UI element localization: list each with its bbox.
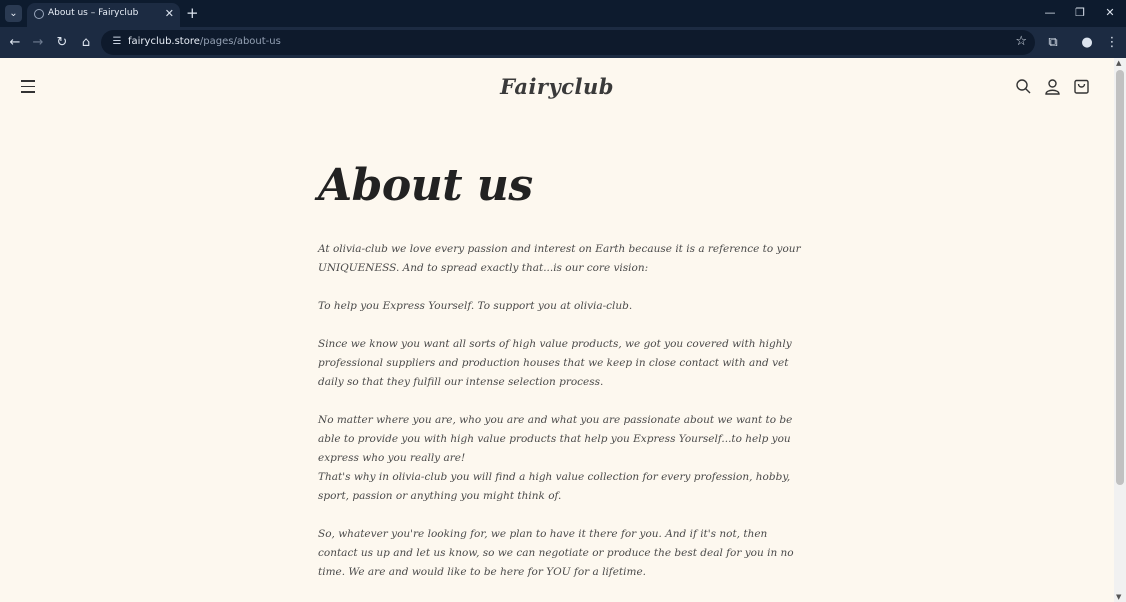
paragraph-vision: At olivia-club we love every passion and interest on Earth because it is a reference to your UNIQUENESS. And to spread exactly that...is our core vision: <box>318 243 801 274</box>
paragraph-suppliers: Since we know you want all sorts of high value products, we got you covered with highly professional suppliers and production houses that we keep in close contact with and vet daily so that they fulfill our intense selection process. <box>318 338 792 388</box>
scroll-down-arrow-icon[interactable]: ▼ <box>1116 593 1122 601</box>
browser-menu-icon[interactable]: ⋮ <box>1105 35 1119 50</box>
forward-button[interactable]: → <box>32 35 44 50</box>
about-content <box>318 160 808 578</box>
minimize-button[interactable]: — <box>1044 6 1056 19</box>
search-icon[interactable] <box>1015 78 1032 95</box>
extensions-icon[interactable]: ⧉ <box>1048 35 1058 50</box>
account-icon[interactable] <box>1044 78 1061 95</box>
address-bar[interactable] <box>101 30 1035 55</box>
scrollbar-thumb[interactable] <box>1116 70 1124 485</box>
close-window-button[interactable]: ✕ <box>1105 6 1115 19</box>
scroll-up-arrow-icon[interactable]: ▲ <box>1116 59 1122 67</box>
active-tab[interactable] <box>27 3 180 27</box>
site-info-icon[interactable]: ☰ <box>112 36 122 47</box>
paragraph-collection: That's why in olivia-club you will find a high value collection for every profession, hobby, sport, passion or anything you might think of. <box>318 471 791 502</box>
back-button[interactable]: ← <box>9 35 21 50</box>
tab-title: About us – Fairyclub <box>48 8 139 18</box>
home-button[interactable]: ⌂ <box>81 35 91 50</box>
browser-toolbar <box>0 27 1126 58</box>
tab-search-button[interactable]: ⌄ <box>5 5 22 22</box>
globe-icon <box>34 9 44 19</box>
site-logo[interactable]: Fairyclub <box>500 74 614 99</box>
paragraph-contact: So, whatever you're looking for, we plan to have it there for you. And if it's not, then contact us up and let us know, so we can negotiate or produce the best deal for you in no time. We are and would like to be here for YOU for a lifetime. <box>318 528 794 578</box>
cart-icon[interactable] <box>1073 78 1090 95</box>
paragraph-mission: To help you Express Yourself. To support you at olivia-club. <box>318 300 633 312</box>
reload-button[interactable]: ↻ <box>56 35 68 50</box>
browser-tab-strip <box>0 0 1126 27</box>
page-scrollbar[interactable] <box>1114 58 1126 602</box>
url-text[interactable]: fairyclub.store/pages/about-us <box>128 36 281 47</box>
profile-icon[interactable]: ● <box>1081 35 1093 50</box>
new-tab-button[interactable]: + <box>186 4 199 22</box>
page-title: About us <box>318 160 533 211</box>
paragraph-products: No matter where you are, who you are and what you are passionate about we want to be able to provide you with high value products that help you Express Yourself...to help you express who you really are! <box>318 414 793 464</box>
site-header <box>0 58 1114 116</box>
restore-button[interactable]: ❐ <box>1075 6 1085 19</box>
close-tab-icon[interactable]: ✕ <box>164 7 174 20</box>
bookmark-star-icon[interactable]: ☆ <box>1015 34 1027 49</box>
